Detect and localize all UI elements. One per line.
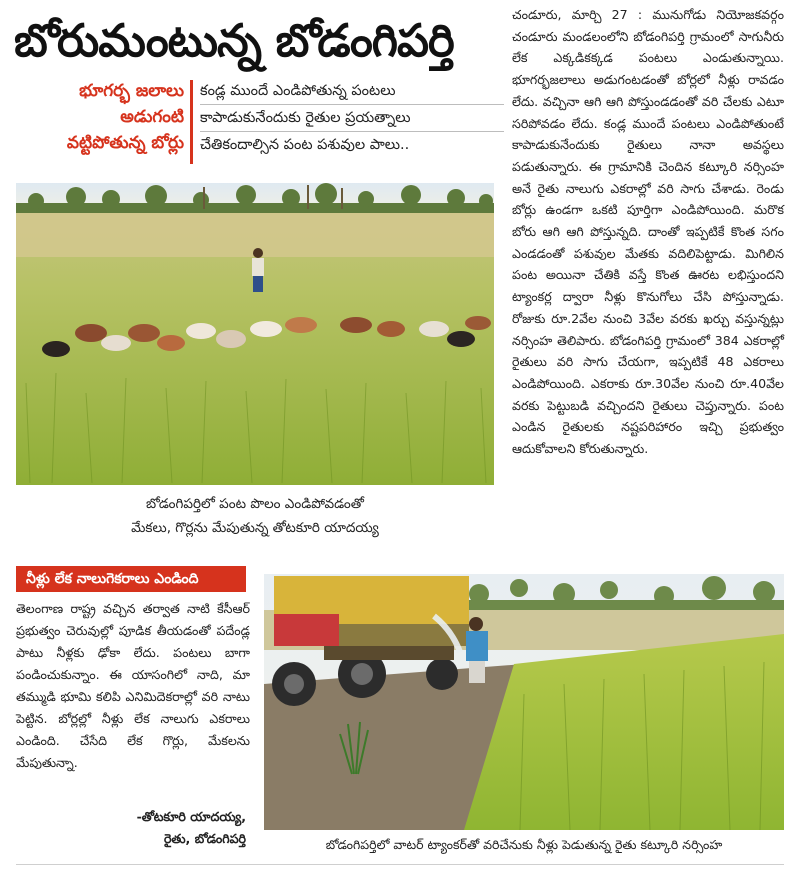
sidebar-heading: నీళ్లు లేక నాలుగెకరాలు ఎండింది: [16, 566, 246, 592]
headline: బోరుమంటున్న బోడంగిపర్తి: [14, 14, 454, 67]
caption-line: మేకలు, గొర్లను మేపుతున్న తోటకూరి యాదయ్య: [131, 520, 379, 536]
sidebar-signature: [16, 806, 246, 850]
deck-right-line: కండ్ల ముందే ఎండిపోతున్న పంటలు: [200, 78, 504, 105]
article-paragraph: చండూరు, మార్చి 27 : మునుగోడు నియోజకవర్గం చండూరు మండలంలోని బోడంగిపర్తి గ్రామంలో సాగునీరు లేక ఎక్కడికక్కడ పంటలు ఎండుతున్నాయి. భూగర్భజలాలు అడుగంటడంతో బోర్లలో నీళ్లు రావడం లేదు. వచ్చినా ఆగి ఆగి పోస్తుండడంతో వరి చేలకు ఎటూ సరిపోవడం లేదు. కండ్ల ముందే పంటలు ఎండిపోతుంటే కాపాడుకునేందుకు రైతులు నానా అవస్థలు పడుతున్నారు. ఈ గ్రామానికి చెందిన కట్కూరి నర్సింహ అనే రైతు నాలుగు ఎకరాల్లో వరి సాగు చేశాడు. రెండు బోర్లు ఉండగా ఒకటి పూర్తిగా ఎండిపోయింది. మరొక బోరు ఆగి ఆగి పోస్తున్నది. దాంతో ఇప్పటికే కొంత సగం ఎండడంతో పశువుల మేతకు వదిలిపెట్టాడు. మిగిలిన పంట అయినా చేతికి వస్తే కొంత ఊరట లభిస్తుందని ట్యాంకర్ల ద్వారా నీళ్లు కొనుగోలు చేసి పోస్తున్నాడు. రోజుకు రూ.2వేల నుంచి 3వేల వరకు ఖర్చు వస్తున్నట్లు నర్సింహ తెలిపారు. బోడంగిపర్తి గ్రామంలో 384 ఎకరాల్లో రైతులు వరి సాగు చేయగా, ఇప్పటికే 48 ఎకరాలు ఎండిపోయింది. ఎకరాకు రూ.30వేల నుంచి రూ.40వేల వరకు పెట్టుబడి వచ్చిందని రైతులు చెప్తున్నారు. పంట ఎండిన రైతులకు నష్టపరిహారం ఇచ్చి ప్రభుత్వం ఆదుకోవాలని కోరుతున్నారు.: [512, 7, 784, 457]
bottom-rule: [16, 864, 784, 865]
photo2-caption: బోడంగిపర్తిలో వాటర్ ట్యాంకర్‌తో వరిచేనుకు నీళ్లు పెడుతున్న రైతు కట్కూరి నర్సింహ: [325, 837, 723, 852]
deck-right-line: కాపాడుకునేందుకు రైతుల ప్రయత్నాలు: [200, 105, 504, 132]
deck-left-line: వట్టిపోతున్న బోర్లు: [66, 133, 184, 153]
photo-tanker: [264, 574, 784, 830]
deck-left: [14, 78, 184, 166]
tractor-trailer: [272, 576, 469, 706]
deck-left-line: అడుగంటి: [120, 107, 184, 127]
signature-name: -తోటకూరి యాదయ్య,: [136, 809, 246, 824]
caption-line: బోడంగిపర్తిలో పంట పొలం ఎండిపోవడంతో: [146, 496, 364, 512]
farmer-figure: [252, 248, 264, 292]
deck-right-line: చేతికందాల్సిన పంట పశువుల పాలు..: [200, 137, 410, 153]
field-goats-illustration: [16, 183, 494, 485]
deck-divider: [190, 80, 193, 164]
photo1-caption: [16, 492, 494, 540]
article-body: [512, 4, 784, 460]
deck-right: [200, 78, 504, 158]
tanker-illustration: [264, 574, 784, 830]
sidebar-quote: తెలంగాణ రాష్ట్ర వచ్చిన తర్వాత నాటి కేసీఆర్ ప్రభుత్వం చెరువుల్లో పూడిక తీయడంతో పదేండ్ల పాటు నీళ్లకు ఢోకా లేదు. పంటలు బాగా పండించుకున్నాం. ఈ యాసంగిలో నాది, మా తమ్ముడి భూమి కలిపి ఎనిమిదెకరాల్లో వరి నాటు పెట్టిన. బోర్లల్లో నీళ్లు లేక నాలుగు ఎకరాలు ఎండింది. చేసేది లేక గొర్లు, మేకలను మేపుతున్నా.: [16, 601, 250, 770]
photo-field-goats: [16, 183, 494, 485]
signature-place: రైతు, బోడంగిపర్తి: [163, 831, 246, 846]
deck-left-line: భూగర్భ జలాలు: [79, 81, 184, 101]
